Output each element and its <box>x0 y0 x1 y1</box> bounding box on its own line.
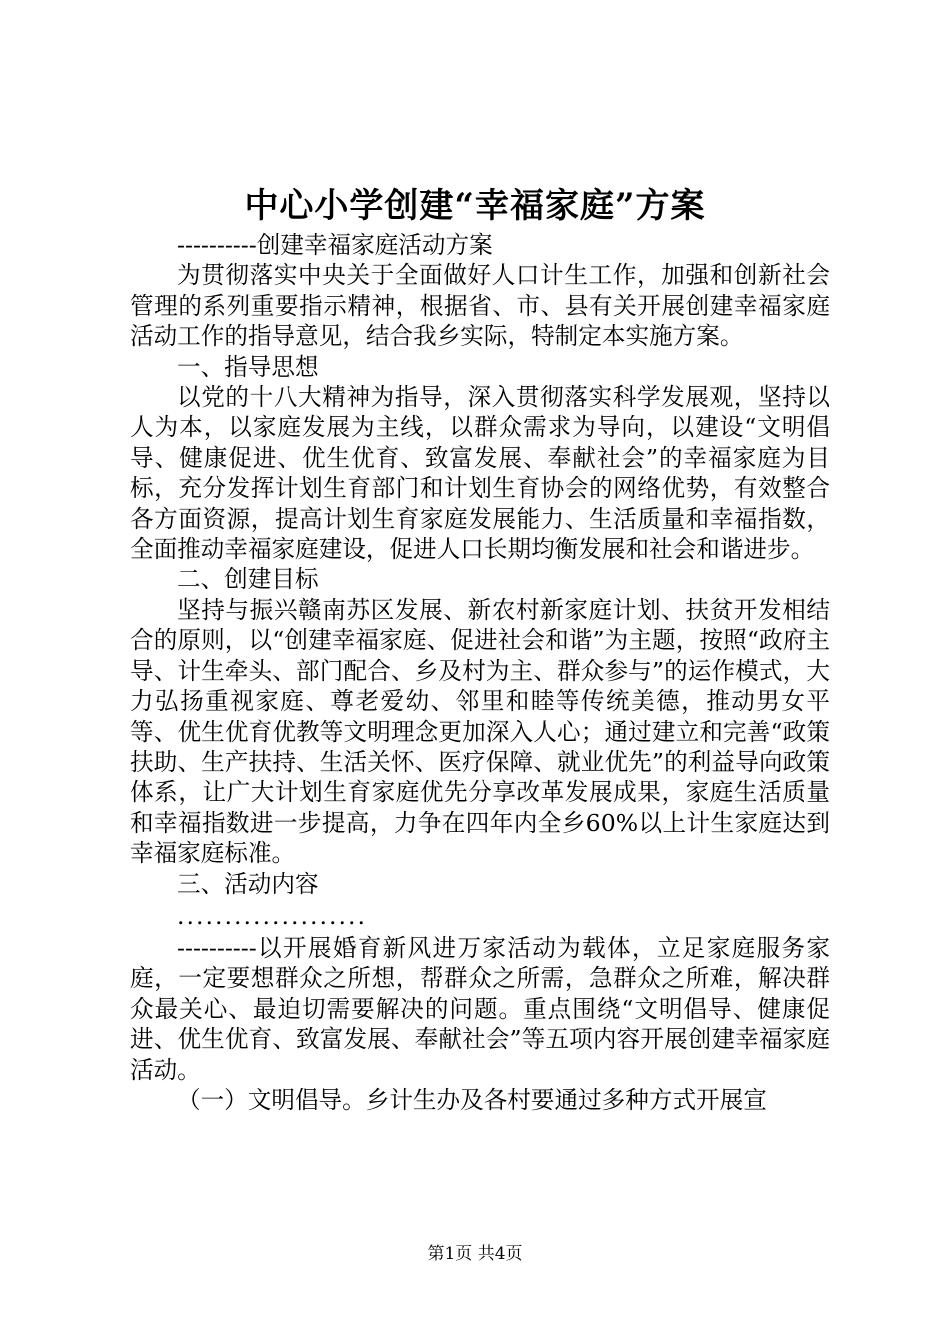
activities-paragraph: ----------以开展婚育新风进万家活动为载体，立足家庭服务家庭，一定要想群众之所想，帮群众之所需，急群众之所难，解决群众最关心、最迫切需要解决的问题。重点围绕“文明倡导、健康促进、优生优育、致富发展、奉献社会”等五项内容开展创建幸福家庭活动。 <box>130 933 830 1084</box>
section-heading-guiding-idea: 一、指导思想 <box>177 352 319 381</box>
document-body <box>130 230 830 1115</box>
dotted-separator: .................... <box>177 901 367 930</box>
page-number-footer: 第1页 共4页 <box>427 1244 523 1264</box>
section-heading-activities: 三、活动内容 <box>177 869 319 898</box>
section-heading-goals: 二、创建目标 <box>177 565 319 594</box>
document-title: 中心小学创建“幸福家庭”方案 <box>244 186 706 226</box>
guiding-idea-paragraph: 以党的十八大精神为指导，深入贯彻落实科学发展观，坚持以人为本，以家庭发展为主线，以群众需求为导向，以建设“文明倡导、健康促进、优生优育、致富发展、奉献社会”的幸福家庭为目标，充分发挥计划生育部门和计划生育协会的网络优势，有效整合各方面资源，提高计划生育家庭发展能力、生活质量和幸福指数，全面推动幸福家庭建设，促进人口长期均衡发展和社会和谐进步。 <box>130 383 830 564</box>
goals-paragraph: 坚持与振兴赣南苏区发展、新农村新家庭计划、扶贫开发相结合的原则，以“创建幸福家庭、促进社会和谐”为主题，按照“政府主导、计生牵头、部门配合、乡及村为主、群众参与”的运作模式，大力弘扬重视家庭、尊老爱幼、邻里和睦等传统美德，推动男女平等、优生优育优教等文明理念更加深入人心；通过建立和完善“政策扶助、生产扶持、生活关怀、医疗保障、就业优先”的利益导向政策体系，让广大计划生育家庭优先分享改革发展成果，家庭生活质量和幸福指数进一步提高，力争在四年内全乡60%以上计生家庭达到幸福家庭标准。 <box>130 595 830 868</box>
intro-paragraph: 为贯彻落实中央关于全面做好人口计生工作，加强和创新社会管理的系列重要指示精神，根据省、市、县有关开展创建幸福家庭活动工作的指导意见，结合我乡实际，特制定本实施方案。 <box>130 261 830 351</box>
item-one-paragraph: （一）文明倡导。乡计生办及各村要通过多种方式开展宣 <box>177 1085 767 1114</box>
document-subtitle: ----------创建幸福家庭活动方案 <box>177 231 493 259</box>
